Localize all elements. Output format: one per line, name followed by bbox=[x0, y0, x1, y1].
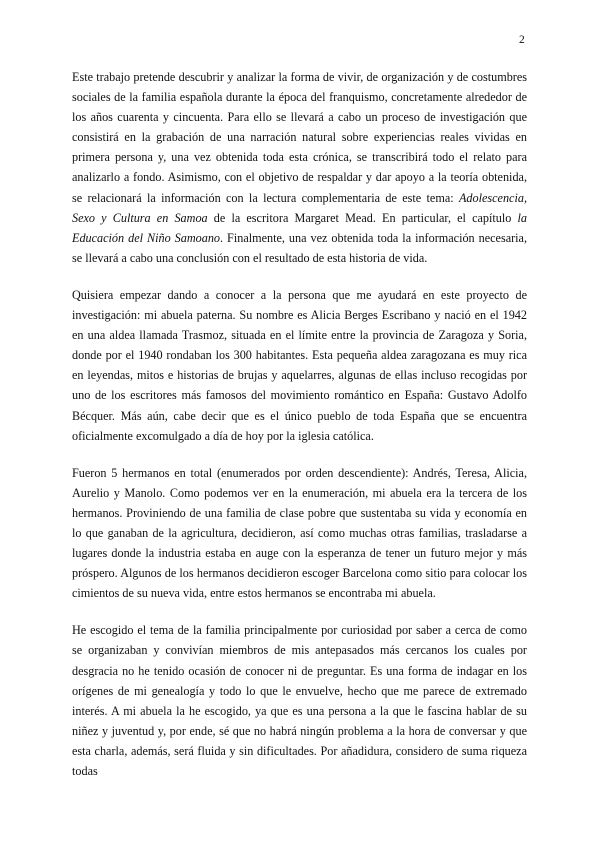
body-text bbox=[72, 67, 527, 798]
page-number: 2 bbox=[519, 34, 525, 46]
text-run: Quisiera empezar dando a conocer a la persona que me ayudará en este proyecto de investigación: mi abuela paterna. Su nombre es Alicia Berges Escribano y nació en el 1942 en una aldea llamada Trasmoz, situada en el límite entre la provincia de Zaragoza y Soria, donde por el 1940 rondaban los 300 habitantes. Esta pequeña aldea zaragozana es muy rica en leyendas, mitos e historias de brujas y aquelarres, algunas de ellas incluso recogidas por uno de los escritores más famosos del movimiento romántico en España: Gustavo Adolfo Bécquer. Más aún, cabe decir que es el único pueblo de toda España que se encuentra oficialmente excomulgado a día de hoy por la iglesia católica. bbox=[72, 287, 527, 443]
text-run: . Finalmente, una vez obtenida toda la información necesaria, se llevará a cabo una conclusión con el resultado de esta historia de vida. bbox=[72, 230, 528, 265]
paragraph bbox=[72, 620, 527, 781]
paragraph bbox=[72, 67, 527, 268]
text-run: He escogido el tema de la familia principalmente por curiosidad por saber a cerca de como se organizaban y convivían miembros de mis antepasados más cercanos los cuales por desgracia no he tenido ocasión de conocer ni de preguntar. Es una forma de indagar en los orígenes de mi genealogía y todo lo que le envuelve, hecho que me parece de extremado interés. A mi abuela la he escogido, ya que es una persona a la que le fascina hablar de su niñez y juventud y, por ende, sé que no habrá ningún problema a la hora de conversar y que esta charla, además, será fluida y sin dificultades. Por añadidura, considero de suma riqueza todas bbox=[72, 623, 527, 778]
text-run: de la escritora Margaret Mead. En particular, el capítulo bbox=[207, 210, 518, 225]
italic-title: la Educación del Niño Samoano bbox=[72, 210, 527, 245]
italic-title: Adolescencia, Sexo y Cultura en Samoa bbox=[72, 190, 527, 225]
text-run: Este trabajo pretende descubrir y analizar la forma de vivir, de organización y de costumbres sociales de la familia española durante la época del franquismo, concretamente alrededor de los años cuarenta y cincuenta. Para ello se llevará a cabo un proceso de investigación que consistirá en la grabación de una narración natural sobre experiencias reales vividas en primera persona y, una vez obtenida toda esta crónica, se transcribirá todo el relato para analizarlo a fondo. Asimismo, con el objetivo de respaldar y dar apoyo a la teoría obtenida, se relacionará la información con la lectura complementaria de este tema: bbox=[72, 70, 527, 205]
paragraph bbox=[72, 463, 527, 604]
paragraph bbox=[72, 285, 527, 446]
text-run: Fueron 5 hermanos en total (enumerados por orden descendiente): Andrés, Teresa, Alicia, Aurelio y Manolo. Como podemos ver en la enumeración, mi abuela era la tercera de los hermanos. Proviniendo de una familia de clase pobre que sustentaba su vida y economía en lo que ganaban de la agricultura, decidieron, así como muchas otras familias, trasladarse a lugares donde la industria estaba en auge con la esperanza de tener un futuro mejor y más próspero. Algunos de los hermanos decidieron escoger Barcelona como sitio para colocar los cimientos de su nueva vida, entre estos hermanos se encontraba mi abuela. bbox=[72, 465, 527, 601]
